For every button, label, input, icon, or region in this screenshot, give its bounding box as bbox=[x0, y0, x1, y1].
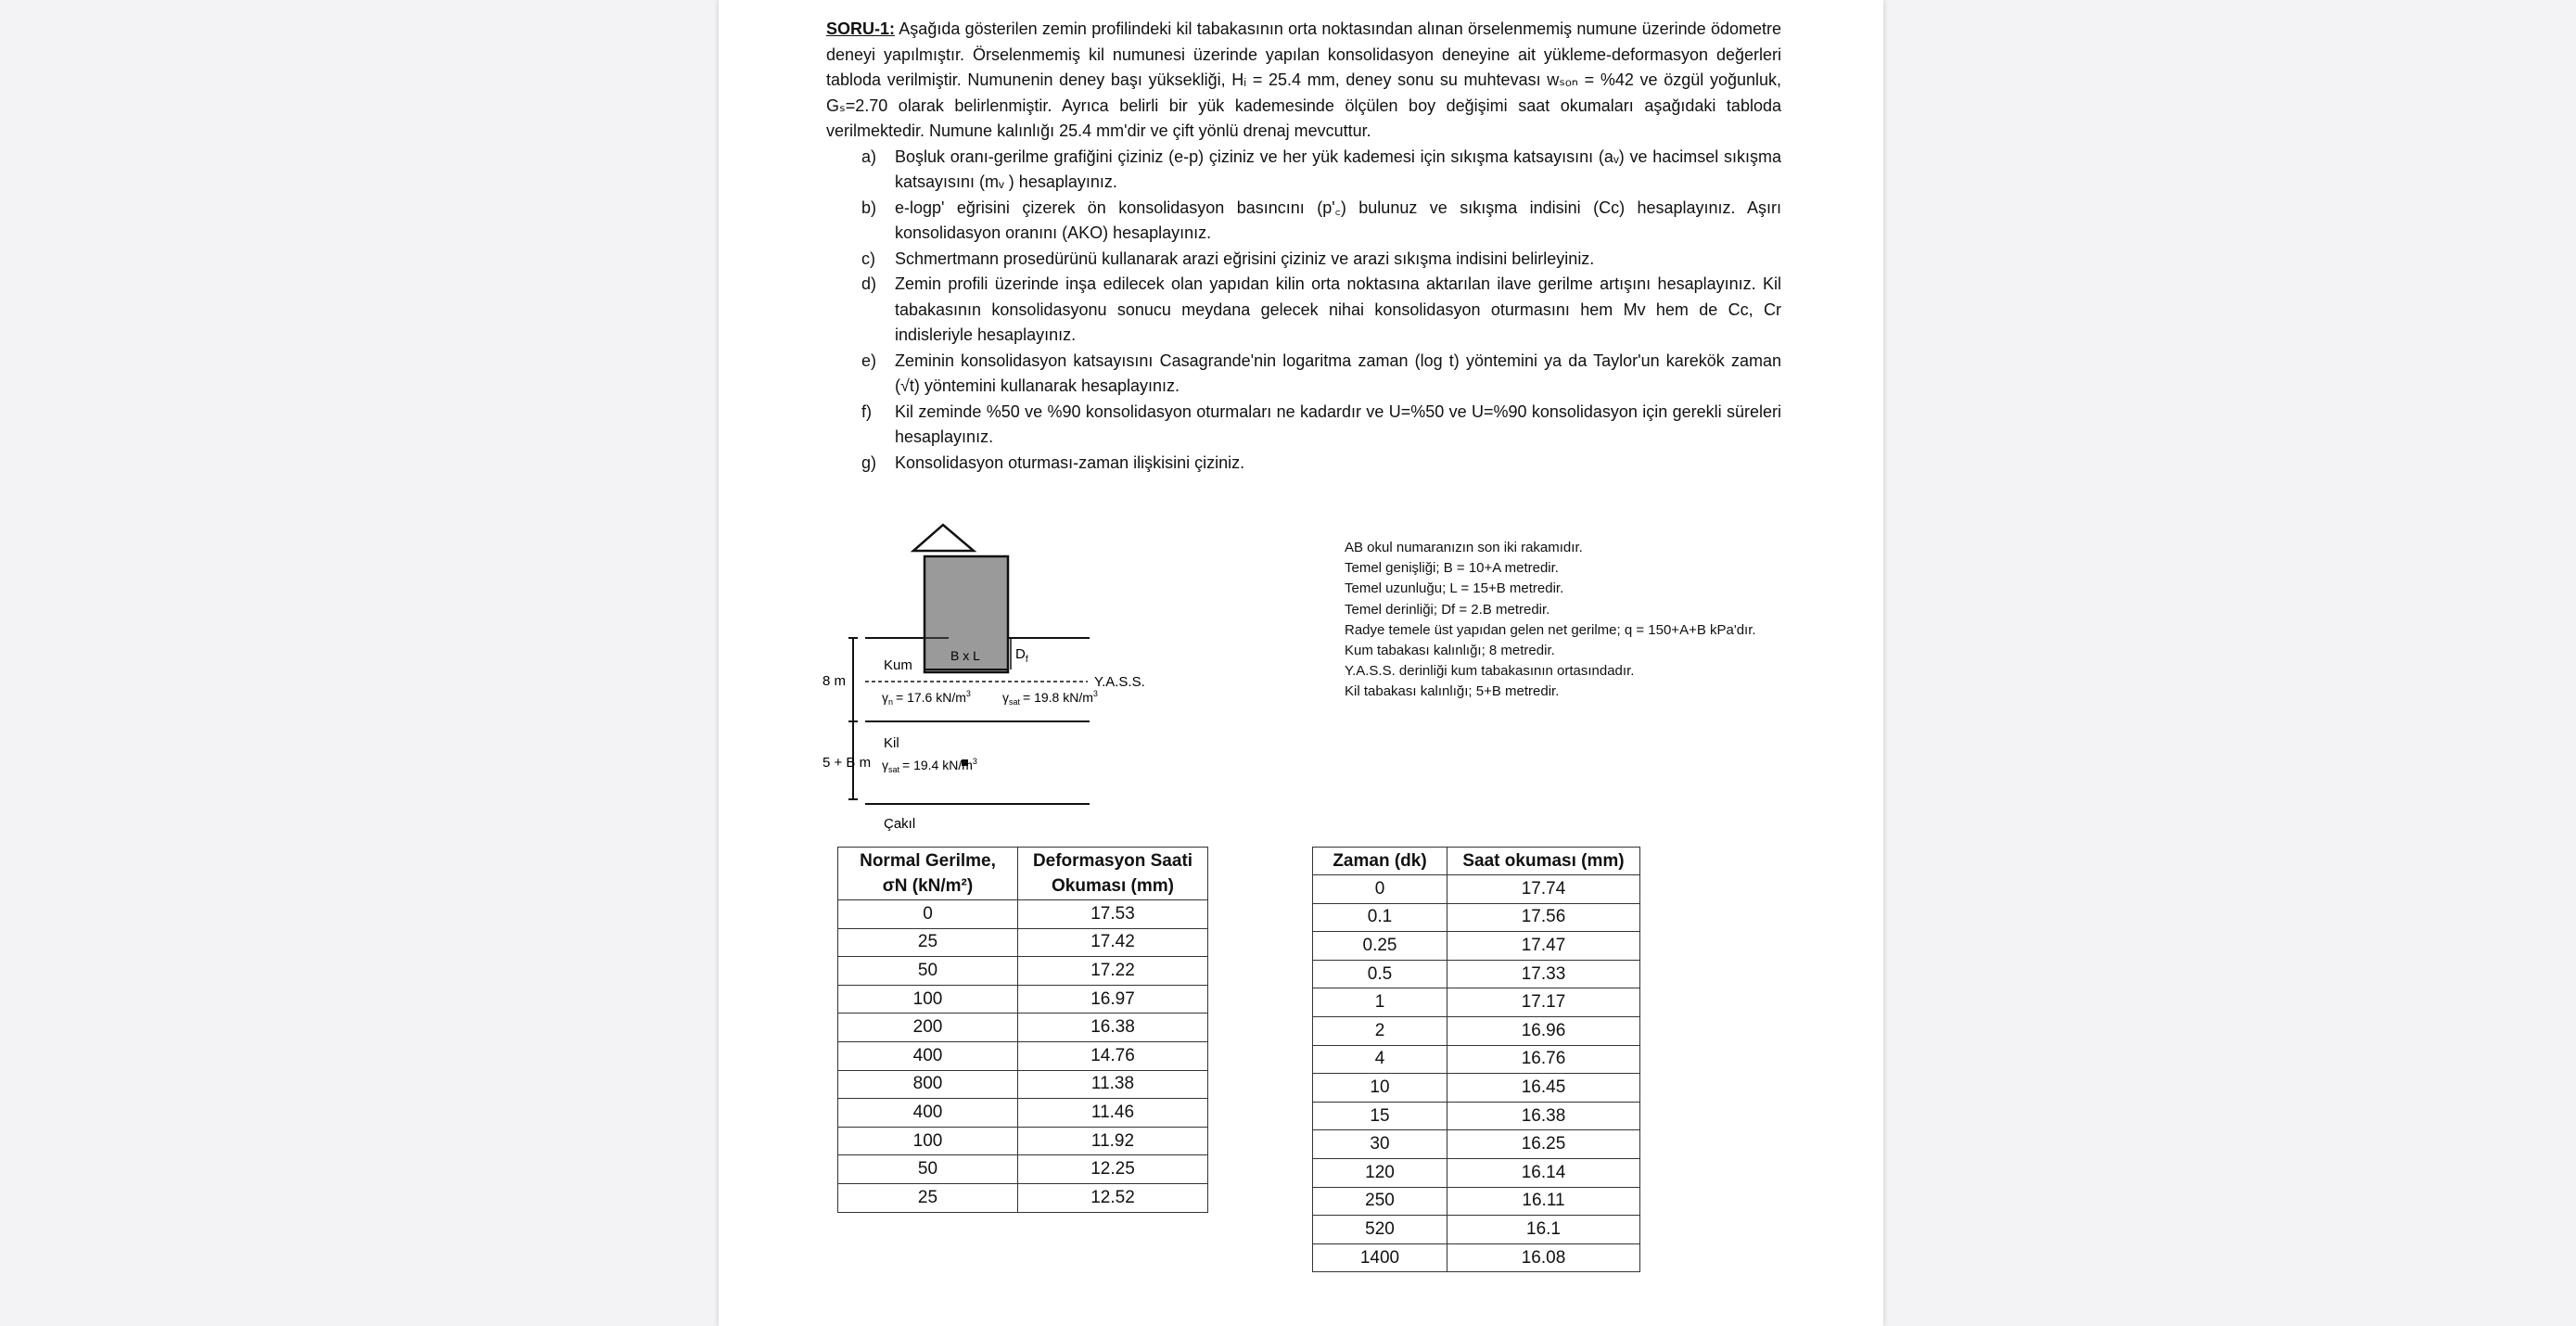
dial-reading-cell: 16.25 bbox=[1447, 1130, 1640, 1159]
normal-stress-cell: 25 bbox=[838, 928, 1018, 957]
normal-stress-cell: 200 bbox=[838, 1014, 1018, 1042]
table-row bbox=[1313, 1187, 1640, 1216]
dial-reading-cell: 16.45 bbox=[1447, 1074, 1640, 1103]
structure-roof-shape bbox=[913, 525, 974, 551]
clay-gamma-symbol: γ bbox=[882, 758, 888, 772]
time-cell: 15 bbox=[1313, 1102, 1447, 1130]
table-row bbox=[1313, 1216, 1640, 1244]
time-cell: 1400 bbox=[1313, 1243, 1447, 1272]
water-table-label: Y.A.S.S. bbox=[1094, 674, 1145, 690]
table-row bbox=[1313, 932, 1640, 961]
dial-reading-cell: 16.14 bbox=[1447, 1158, 1640, 1187]
foundation-label: B x L bbox=[950, 648, 980, 663]
df-label-main: D bbox=[1015, 646, 1026, 662]
question-item-text: Zeminin konsolidasyon katsayısını Casagrande'nin logaritma zaman (log t) yöntemini ya da Taylor'un karekök zaman (√t) yöntemini kullanarak hesaplayınız. bbox=[895, 351, 1781, 395]
deformation-reading-cell: 11.46 bbox=[1018, 1099, 1208, 1128]
clay-label: Kil bbox=[884, 735, 899, 751]
note-line: Temel genişliği; B = 10+A metredir. bbox=[1345, 560, 1559, 577]
gamma-sat-symbol: γ bbox=[1002, 690, 1009, 705]
deformation-reading-cell: 12.52 bbox=[1018, 1183, 1208, 1212]
deformation-reading-cell: 17.53 bbox=[1018, 900, 1208, 929]
table-row bbox=[1313, 1243, 1640, 1272]
time-cell: 30 bbox=[1313, 1130, 1447, 1159]
table-row bbox=[838, 900, 1208, 929]
deformation-reading-header: Deformasyon Saati Okuması (mm) bbox=[1018, 848, 1208, 900]
question-item-text: Boşluk oranı-gerilme grafiğini çiziniz (e-p) çiziniz ve her yük kademesi için sıkışma katsayısını (aᵥ) ve hacimsel sıkışma katsayısını (mᵥ ) hesaplayınız. bbox=[895, 147, 1781, 191]
question-item-label: c) bbox=[861, 249, 875, 268]
table-row bbox=[838, 957, 1208, 986]
question-item bbox=[826, 451, 1781, 477]
time-reading-table bbox=[1312, 847, 1640, 1272]
dial-reading-header: Saat okuması (mm) bbox=[1447, 848, 1640, 875]
dial-reading-cell: 16.38 bbox=[1447, 1102, 1640, 1130]
normal-stress-header: Normal Gerilme, σN (kN/m²) bbox=[838, 848, 1018, 900]
note-line: Kum tabakası kalınlığı; 8 metredir. bbox=[1345, 643, 1555, 659]
table-row bbox=[1313, 1130, 1640, 1159]
question-items bbox=[826, 145, 1781, 477]
dial-reading-cell: 16.1 bbox=[1447, 1216, 1640, 1244]
df-label bbox=[1015, 646, 1028, 665]
gamma-n-symbol: γ bbox=[882, 690, 888, 705]
time-cell: 0.5 bbox=[1313, 960, 1447, 988]
table-row bbox=[838, 1014, 1208, 1042]
deformation-reading-cell: 14.76 bbox=[1018, 1041, 1208, 1070]
dial-reading-cell: 17.74 bbox=[1447, 875, 1640, 904]
table-row bbox=[838, 1099, 1208, 1128]
loading-table-body bbox=[838, 900, 1208, 1213]
question-item-text: Schmertmann prosedürünü kullanarak arazi eğrisini çiziniz ve arazi sıkışma indisini belirleyiniz. bbox=[895, 249, 1595, 268]
normal-stress-cell: 25 bbox=[838, 1183, 1018, 1212]
question-item bbox=[826, 400, 1781, 451]
question-item-label: g) bbox=[861, 453, 877, 472]
deformation-reading-cell: 16.97 bbox=[1018, 985, 1208, 1014]
table-row bbox=[838, 928, 1208, 957]
dial-reading-cell: 16.76 bbox=[1447, 1045, 1640, 1074]
time-cell: 1 bbox=[1313, 988, 1447, 1017]
table-row bbox=[1313, 1045, 1640, 1074]
table-row bbox=[1313, 875, 1640, 904]
table-row bbox=[838, 985, 1208, 1014]
time-cell: 4 bbox=[1313, 1045, 1447, 1074]
gamma-n-sub: n bbox=[888, 697, 894, 707]
question-item-text: Kil zeminde %50 ve %90 konsolidasyon oturmaları ne kadardır ve U=%50 ve U=%90 konsolidasyon için gerekli süreleri hesaplayınız. bbox=[895, 402, 1781, 446]
note-line: AB okul numaranızın son iki rakamıdır. bbox=[1345, 540, 1583, 555]
table-header-row bbox=[1313, 848, 1640, 875]
table-row bbox=[838, 1127, 1208, 1155]
dial-reading-cell: 17.47 bbox=[1447, 932, 1640, 961]
table-row bbox=[1313, 960, 1640, 988]
note-line: Radye temele üst yapıdan gelen net gerilme; q = 150+A+B kPa'dır. bbox=[1345, 621, 1756, 638]
question-item bbox=[826, 145, 1781, 196]
gamma-sat-sub: sat bbox=[1009, 697, 1021, 707]
table-row bbox=[838, 1070, 1208, 1099]
deformation-reading-cell: 17.42 bbox=[1018, 928, 1208, 957]
soil-profile-svg bbox=[821, 512, 1423, 836]
normal-stress-cell: 400 bbox=[838, 1099, 1018, 1128]
question-item-label: e) bbox=[861, 351, 877, 370]
dial-reading-cell: 17.17 bbox=[1447, 988, 1640, 1017]
time-cell: 0.1 bbox=[1313, 903, 1447, 932]
question-item-label: b) bbox=[861, 198, 877, 217]
dial-reading-cell: 17.56 bbox=[1447, 903, 1640, 932]
table-row bbox=[838, 1155, 1208, 1184]
normal-stress-cell: 50 bbox=[838, 957, 1018, 986]
question-item bbox=[826, 196, 1781, 247]
dial-reading-cell: 17.33 bbox=[1447, 960, 1640, 988]
gamma-n-cube: 3 bbox=[965, 689, 971, 698]
question-item-label: a) bbox=[861, 147, 877, 166]
deformation-reading-cell: 12.25 bbox=[1018, 1155, 1208, 1184]
table-row bbox=[1313, 988, 1640, 1017]
time-table-body bbox=[1313, 875, 1640, 1272]
question-item bbox=[826, 349, 1781, 400]
sand-thickness-label: 8 m bbox=[823, 673, 847, 689]
dial-reading-cell: 16.08 bbox=[1447, 1243, 1640, 1272]
time-cell: 0 bbox=[1313, 875, 1447, 904]
diagram-notes bbox=[1345, 538, 1827, 703]
question-lead bbox=[826, 17, 1781, 145]
document-page bbox=[719, 0, 1883, 1326]
normal-stress-cell: 800 bbox=[838, 1070, 1018, 1099]
deformation-reading-cell: 16.38 bbox=[1018, 1014, 1208, 1042]
deformation-reading-cell: 17.22 bbox=[1018, 957, 1208, 986]
clay-gamma-sat bbox=[882, 757, 977, 774]
normal-stress-cell: 100 bbox=[838, 985, 1018, 1014]
gamma-n-value: = 17.6 kN/m bbox=[896, 690, 966, 705]
time-cell: 10 bbox=[1313, 1074, 1447, 1103]
gravel-label: Çakıl bbox=[884, 816, 916, 832]
time-cell: 250 bbox=[1313, 1187, 1447, 1216]
normal-stress-cell: 0 bbox=[838, 900, 1018, 929]
sand-label: Kum bbox=[884, 657, 912, 673]
question-item-label: f) bbox=[861, 402, 872, 421]
table-row bbox=[1313, 1102, 1640, 1130]
note-line: Y.A.S.S. derinliği kum tabakasının ortasındadır. bbox=[1345, 663, 1635, 680]
note-line: Kil tabakası kalınlığı; 5+B metredir. bbox=[1345, 683, 1560, 700]
loading-deformation-table bbox=[837, 847, 1208, 1213]
note-line: Temel uzunluğu; L = 15+B metredir. bbox=[1345, 580, 1564, 597]
df-label-sub: f bbox=[1025, 655, 1028, 665]
question-item-text: e-logp' eğrisini çizerek ön konsolidasyon basıncını (p'꜀) bulunuz ve sıkışma indisini (Cc) hesaplayınız. Aşırı konsolidasyon oranını (AKO) hesaplayınız. bbox=[895, 198, 1781, 242]
table-row bbox=[1313, 903, 1640, 932]
clay-gamma-cube: 3 bbox=[972, 757, 977, 766]
sand-gamma-n bbox=[882, 689, 971, 707]
soil-profile-diagram bbox=[821, 512, 1423, 836]
time-cell: 2 bbox=[1313, 1016, 1447, 1045]
normal-stress-cell: 100 bbox=[838, 1127, 1018, 1155]
table-row bbox=[1313, 1016, 1640, 1045]
table-row bbox=[1313, 1158, 1640, 1187]
dial-reading-cell: 16.96 bbox=[1447, 1016, 1640, 1045]
normal-stress-cell: 400 bbox=[838, 1041, 1018, 1070]
table-header-row bbox=[838, 848, 1208, 900]
note-line: Temel derinliği; Df = 2.B metredir. bbox=[1345, 601, 1550, 618]
dial-reading-cell: 16.11 bbox=[1447, 1187, 1640, 1216]
time-header: Zaman (dk) bbox=[1313, 848, 1447, 875]
deformation-reading-cell: 11.38 bbox=[1018, 1070, 1208, 1099]
time-cell: 120 bbox=[1313, 1158, 1447, 1187]
table-row bbox=[838, 1041, 1208, 1070]
clay-gamma-sub: sat bbox=[888, 765, 900, 774]
normal-stress-cell: 50 bbox=[838, 1155, 1018, 1184]
question-lead-text: Aşağıda gösterilen zemin profilindeki kil tabakasının orta noktasından alınan örselenmemiş numune üzerinde ödometre deneyi yapılmıştır. Örselenmemiş kil numunesi üzerinde yapılan konsolidasyon deneyine ait yükleme-deformasyon değerleri tabloda verilmiştir. Numunenin deney başı yüksekliği, Hᵢ = 25.4 mm, deney sonu su muhtevası wₛₒₙ = %42 ve özgül yoğunluk, Gₛ=2.70 olarak belirlenmiştir. Ayrıca belirli bir yük kademesinde ölçülen boy değişimi saat okumaları aşağıdaki tabloda verilmektedir. Numune kalınlığı 25.4 mm'dir ve çift yönlü drenaj mevcuttur. bbox=[826, 19, 1781, 140]
question-label: SORU-1: bbox=[826, 19, 896, 38]
sand-gamma-sat bbox=[1002, 689, 1098, 707]
clay-thickness-label: 5 + B m bbox=[823, 755, 872, 771]
time-cell: 0.25 bbox=[1313, 932, 1447, 961]
table-row bbox=[1313, 1074, 1640, 1103]
question-item-text: Zemin profili üzerinde inşa edilecek olan yapıdan kilin orta noktasına aktarılan ilave gerilme artışını hesaplayınız. Kil tabakasının konsolidasyonu sonucu meydana gelecek nihai konsolidasyon oturmasını hem Mv hem de Cc, Cr indisleriyle hesaplayınız. bbox=[895, 274, 1781, 344]
question-item-text: Konsolidasyon oturması-zaman ilişkisini çiziniz. bbox=[895, 453, 1245, 472]
question-item-label: d) bbox=[861, 274, 877, 293]
question-item bbox=[826, 272, 1781, 349]
question-item bbox=[826, 247, 1781, 273]
deformation-reading-cell: 11.92 bbox=[1018, 1127, 1208, 1155]
clay-gamma-value: = 19.4 kN/m bbox=[902, 758, 973, 772]
time-cell: 520 bbox=[1313, 1216, 1447, 1244]
gamma-sat-value: = 19.8 kN/m bbox=[1023, 690, 1093, 705]
table-row bbox=[838, 1183, 1208, 1212]
question-block bbox=[826, 17, 1781, 476]
gamma-sat-cube: 3 bbox=[1092, 689, 1098, 698]
